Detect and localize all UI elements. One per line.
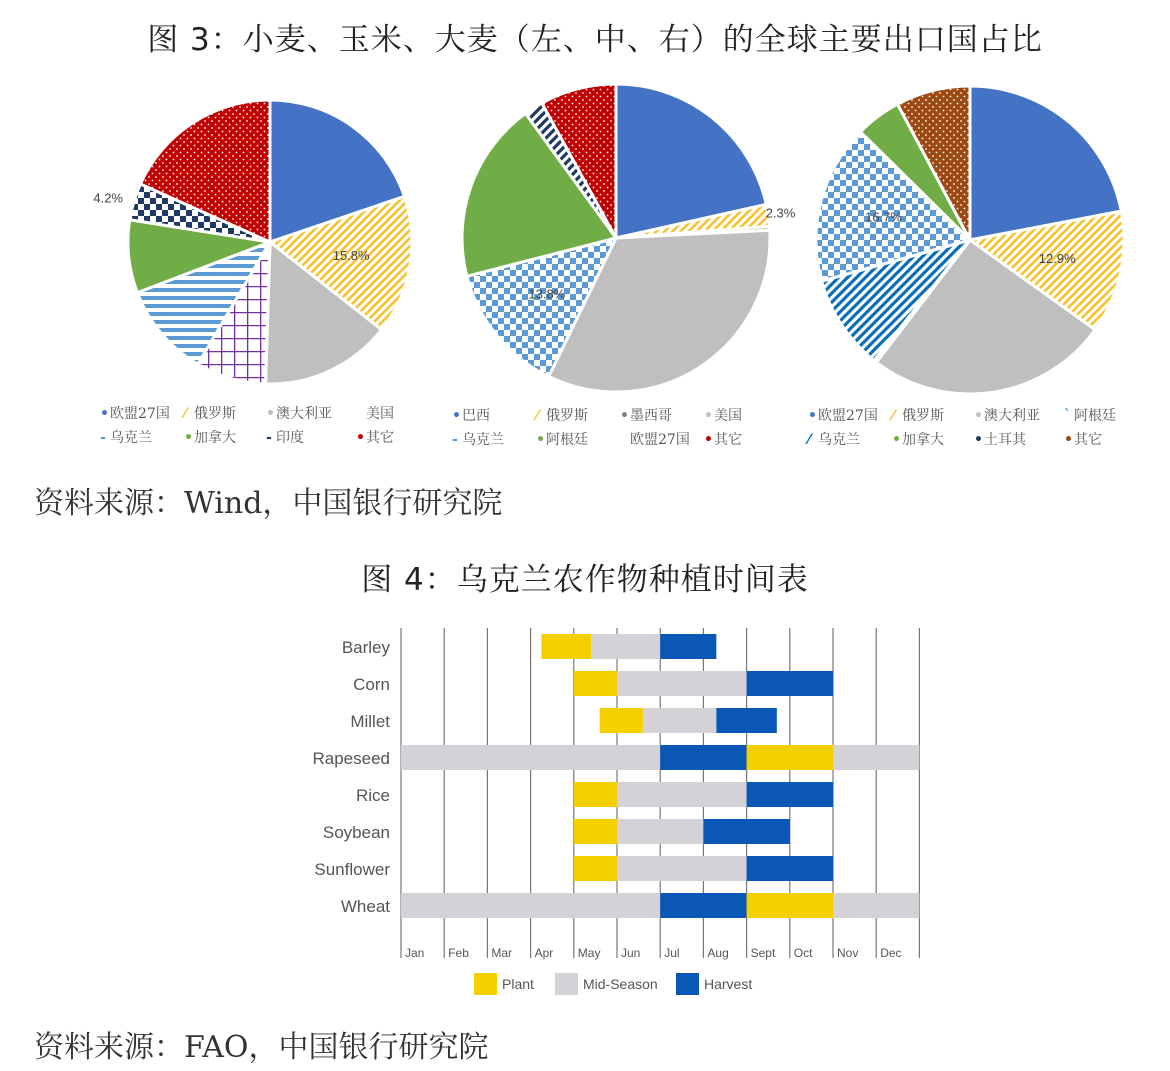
legend-entry: 欧盟27国 (110, 406, 170, 422)
legend-entry: 加拿大 (194, 430, 236, 446)
corn-pie-legend (452, 408, 742, 448)
legend-swatch-plant (474, 973, 497, 995)
crop-label: Rice (355, 786, 390, 805)
month-tick-label: Jan (405, 946, 425, 960)
legend-entry: 俄罗斯 (902, 408, 944, 424)
legend-entry: 美国 (366, 406, 394, 422)
crop-labels (312, 638, 390, 916)
crop-label: Soybean (322, 823, 390, 842)
legend-entry: 其它 (1074, 432, 1102, 448)
crop-bar-mid (617, 671, 747, 696)
pie-data-label: 16.7% (865, 209, 902, 225)
crop-bar-harvest (660, 893, 746, 918)
crop-bar-plant (574, 671, 617, 696)
legend-marker: • (1064, 432, 1073, 448)
crop-label: Rapeseed (312, 749, 390, 768)
legend-marker: • (536, 432, 545, 448)
month-tick-label: Mar (491, 946, 513, 960)
legend-entry: 乌克兰 (818, 432, 860, 448)
legend-marker: • (808, 408, 817, 424)
legend-marker: • (266, 406, 275, 422)
crop-bar-mid (617, 856, 747, 881)
legend-entry: 欧盟27国 (630, 432, 690, 448)
month-tick-label: Jun (621, 946, 641, 960)
month-axis (405, 946, 902, 960)
month-tick-label: Aug (707, 946, 729, 960)
legend-marker: • (974, 432, 983, 448)
legend-marker: ⁄ (808, 432, 811, 448)
crop-bar-mid (401, 893, 660, 918)
legend-entry: 其它 (366, 430, 394, 446)
month-tick-label: May (577, 946, 601, 960)
legend-label: Mid-Season (583, 976, 658, 992)
crop-bar-harvest (703, 819, 789, 844)
legend-label: Harvest (704, 976, 753, 992)
crop-bar-plant (574, 819, 617, 844)
month-tick-label: Oct (793, 946, 813, 960)
crop-bar-plant (600, 708, 643, 733)
legend-marker: • (620, 408, 629, 424)
crop-bar-harvest (660, 634, 716, 659)
crop-bar-harvest (747, 782, 833, 807)
barley-export-pie (816, 86, 1124, 394)
legend-entry: 墨西哥 (630, 408, 672, 424)
figure3-title: 图 3：小麦、玉米、大麦（左、中、右）的全球主要出口国占比 (147, 22, 1043, 58)
crop-label: Millet (350, 712, 390, 731)
legend-marker: - (100, 430, 106, 446)
legend-marker: • (452, 408, 461, 424)
legend-marker: • (704, 432, 713, 448)
crop-bar-mid (591, 634, 660, 659)
pie-charts (0, 0, 1170, 470)
month-tick-label: Apr (534, 946, 554, 960)
legend-marker: • (892, 432, 901, 448)
legend-marker: - (266, 430, 272, 446)
corn-export-pie (462, 84, 796, 392)
legend-entry: 澳大利亚 (276, 406, 332, 422)
legend-entry: 美国 (714, 408, 742, 424)
month-tick-label: Nov (837, 946, 859, 960)
month-gridlines (401, 628, 919, 958)
pie-data-label: 2.3% (765, 205, 796, 221)
pie-data-label: 13.8% (528, 286, 566, 302)
legend-marker: • (704, 408, 713, 424)
figure4-title: 图 4：乌克兰农作物种植时间表 (361, 562, 809, 598)
legend-marker: • (184, 430, 193, 446)
legend-entry: 阿根廷 (1074, 408, 1116, 424)
figure3-source: 资料来源：Wind，中国银行研究院 (34, 486, 503, 521)
pie-data-label: 4.2% (93, 190, 124, 206)
wheat-pie-legend (100, 405, 394, 446)
crop-bar-plant (574, 782, 617, 807)
legend-marker: ⁄ (536, 408, 539, 424)
month-tick-label: Sept (750, 946, 776, 960)
crop-label: Corn (353, 675, 390, 694)
crop-bar-plant (747, 893, 833, 918)
legend-swatch-harvest (676, 973, 699, 995)
crop-bar-mid (617, 819, 703, 844)
crop-bar-mid (833, 745, 919, 770)
crop-bar-mid (617, 782, 747, 807)
month-tick-label: Dec (880, 946, 902, 960)
crop-bars (401, 634, 919, 918)
crop-bar-mid (643, 708, 716, 733)
crop-label: Wheat (340, 897, 390, 916)
legend-entry: 印度 (276, 430, 304, 446)
crop-bar-harvest (747, 671, 833, 696)
crop-label: Barley (341, 638, 390, 657)
legend-entry: 俄罗斯 (194, 406, 236, 422)
pie-data-label: 15.8% (332, 247, 370, 263)
crop-bar-plant (541, 634, 591, 659)
crop-bar-harvest (660, 745, 746, 770)
crop-label: Sunflower (314, 860, 390, 879)
crop-bar-mid (833, 893, 919, 918)
crop-bar-harvest (747, 856, 833, 881)
wheat-export-pie (93, 100, 412, 384)
crop-bar-plant (574, 856, 617, 881)
phase-legend (474, 973, 752, 995)
month-tick-label: Jul (664, 946, 680, 960)
legend-entry: 乌克兰 (110, 430, 152, 446)
legend-marker: • (974, 408, 983, 424)
month-tick-label: Feb (448, 946, 469, 960)
crop-bar-mid (401, 745, 660, 770)
legend-marker: ˋ (1064, 408, 1071, 424)
crop-bar-harvest (716, 708, 776, 733)
legend-marker: • (356, 430, 365, 446)
legend-label: Plant (502, 976, 534, 992)
legend-marker: - (452, 432, 458, 448)
legend-entry: 澳大利亚 (984, 408, 1040, 424)
legend-entry: 加拿大 (902, 432, 944, 448)
legend-marker: ⁄ (892, 408, 895, 424)
barley-pie-legend (805, 407, 1116, 448)
legend-swatch-mid (555, 973, 578, 995)
legend-marker: ⁄ (184, 406, 187, 422)
legend-entry: 其它 (714, 432, 742, 448)
figure4-source: 资料来源：FAO，中国银行研究院 (34, 1030, 489, 1065)
legend-entry: 阿根廷 (546, 432, 588, 448)
legend-entry: 土耳其 (984, 432, 1026, 448)
legend-entry: 巴西 (462, 408, 490, 424)
crop-bar-plant (747, 745, 833, 770)
legend-marker: • (100, 406, 109, 422)
legend-entry: 欧盟27国 (818, 408, 878, 424)
pie-data-label: 12.9% (1038, 251, 1076, 267)
legend-entry: 俄罗斯 (546, 408, 588, 424)
legend-entry: 乌克兰 (462, 432, 504, 448)
